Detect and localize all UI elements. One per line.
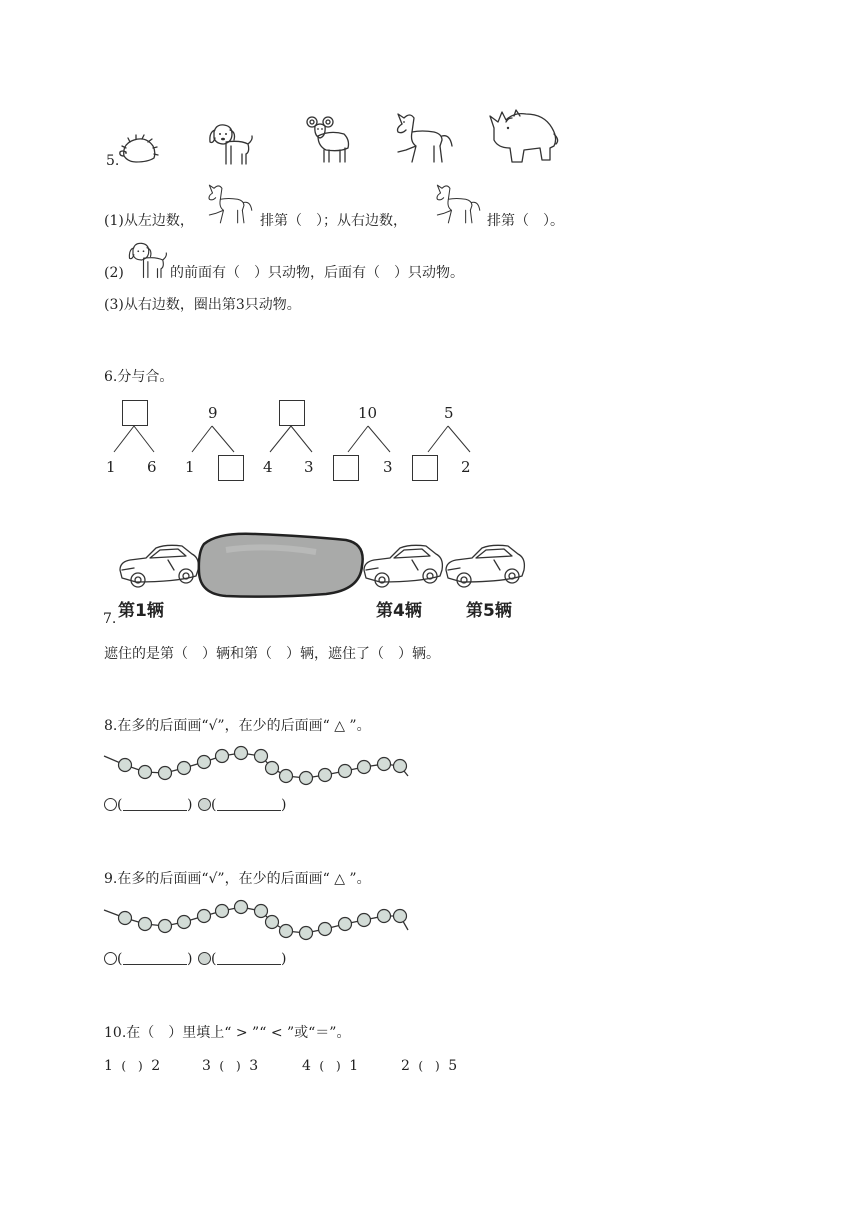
gray-bead-icon (198, 952, 211, 965)
compare-blank[interactable]: ( ) (418, 1059, 440, 1073)
bead (394, 910, 407, 923)
bead (266, 762, 279, 775)
bead (235, 901, 248, 914)
covered-area (196, 530, 368, 600)
bead (255, 750, 268, 763)
dog-icon (206, 122, 254, 166)
branch-lines (426, 424, 476, 454)
split-left-number: 4 (263, 458, 273, 476)
question-title: 9.在多的后面画“√”，在少的后面画“ △ ”。 (104, 871, 371, 887)
compare-item (302, 1057, 358, 1075)
split-left-number: 1 (106, 458, 116, 476)
paren-open: ( (211, 797, 217, 813)
paren-open: ( (117, 797, 123, 813)
bead (319, 769, 332, 782)
compare-blank[interactable]: ( ) (219, 1059, 241, 1073)
ram-icon (304, 114, 352, 164)
split-right-number: 6 (147, 458, 157, 476)
split-right-number: 3 (304, 458, 314, 476)
car-label-1: 第1辆 (118, 601, 164, 621)
car-label-5: 第5辆 (466, 601, 512, 621)
answer-box[interactable] (218, 455, 244, 481)
compare-item (104, 1057, 160, 1075)
question-title: 6.分与合。 (104, 369, 174, 385)
answer-box[interactable] (333, 455, 359, 481)
bead (198, 910, 211, 923)
answer-blank-white[interactable] (123, 964, 187, 965)
car-icon (116, 540, 202, 592)
left-number: 3 (202, 1058, 211, 1074)
white-bead-icon (104, 798, 117, 811)
bead (378, 910, 391, 923)
answer-blank-gray[interactable] (217, 810, 281, 811)
bead (339, 765, 352, 778)
car-icon (360, 540, 446, 592)
horse-icon (432, 182, 482, 226)
question-number: 5. (106, 153, 120, 169)
bead (319, 923, 332, 936)
left-number: 2 (401, 1058, 410, 1074)
branch-lines (266, 424, 316, 454)
answer-box[interactable] (122, 400, 148, 426)
answer-box[interactable] (279, 400, 305, 426)
question-title: 8.在多的后面画“√”，在少的后面画“ △ ”。 (104, 718, 371, 734)
paren-open: ( (211, 951, 217, 967)
compare-blank[interactable]: ( ) (121, 1059, 143, 1073)
bead (255, 905, 268, 918)
right-number: 2 (151, 1058, 161, 1074)
split-right-number: 2 (461, 458, 471, 476)
paren-close: ) (281, 797, 287, 813)
paren-close: ) (281, 951, 287, 967)
bead (280, 925, 293, 938)
bead-string (100, 894, 420, 944)
bead (266, 916, 279, 929)
paren-close: ) (187, 951, 193, 967)
bead (378, 758, 391, 771)
answer-blank-white[interactable] (123, 810, 187, 811)
whole-number: 5 (444, 404, 454, 422)
horse-icon (204, 182, 254, 226)
right-number: 3 (249, 1058, 259, 1074)
paren-open: ( (117, 951, 123, 967)
compare-item (202, 1057, 258, 1075)
branch-lines (190, 424, 240, 454)
split-right-number: 3 (383, 458, 393, 476)
split-left-number: 1 (185, 458, 195, 476)
car-label-4: 第4辆 (376, 601, 422, 621)
car-icon (442, 540, 528, 592)
rhinoceros-icon (488, 104, 560, 166)
bead-string (100, 740, 420, 790)
bead (198, 756, 211, 769)
bead (280, 770, 293, 783)
right-number: 1 (349, 1058, 359, 1074)
paren-close: ) (187, 797, 193, 813)
compare-blank[interactable]: ( ) (319, 1059, 341, 1073)
white-bead-icon (104, 952, 117, 965)
q5-line1-part3: 排第（ ）。 (487, 213, 564, 229)
q5-line1-part1: (1)从左边数， (104, 213, 194, 229)
answer-box[interactable] (412, 455, 438, 481)
q5-line2-part2: 的前面有（ ）只动物，后面有（ ）只动物。 (170, 265, 464, 281)
hedgehog-icon (118, 134, 158, 166)
bead (358, 914, 371, 927)
bead (119, 759, 132, 772)
question-text: 遮住的是第（ ）辆和第（ ）辆，遮住了（ ）辆。 (104, 646, 440, 662)
bead (178, 762, 191, 775)
gray-bead-icon (198, 798, 211, 811)
bead (119, 912, 132, 925)
branch-lines (346, 424, 396, 454)
whole-number: 10 (358, 404, 378, 422)
horse-icon (392, 110, 454, 166)
bead (300, 927, 313, 940)
bead (139, 918, 152, 931)
bead (216, 750, 229, 763)
q5-line2-part1: (2) (104, 265, 124, 281)
bead (139, 766, 152, 779)
bead (394, 760, 407, 773)
question-title: 10.在（ ）里填上“ > ”“ < ”或“＝”。 (104, 1025, 351, 1041)
bead (300, 772, 313, 785)
whole-number: 9 (208, 404, 218, 422)
bead (159, 767, 172, 780)
compare-item (401, 1057, 457, 1075)
q5-line3: (3)从右边数，圈出第3只动物。 (104, 297, 301, 313)
dog-icon (126, 240, 168, 280)
q5-line1-part2: 排第（ ）；从右边数， (260, 213, 407, 229)
branch-lines (110, 424, 160, 454)
question-number: 7. (103, 611, 117, 627)
left-number: 4 (302, 1058, 311, 1074)
answer-blank-gray[interactable] (217, 964, 281, 965)
bead (235, 747, 248, 760)
bead (358, 761, 371, 774)
bead (159, 920, 172, 933)
left-number: 1 (104, 1058, 113, 1074)
right-number: 5 (448, 1058, 458, 1074)
bead (216, 905, 229, 918)
bead (178, 916, 191, 929)
bead (339, 918, 352, 931)
